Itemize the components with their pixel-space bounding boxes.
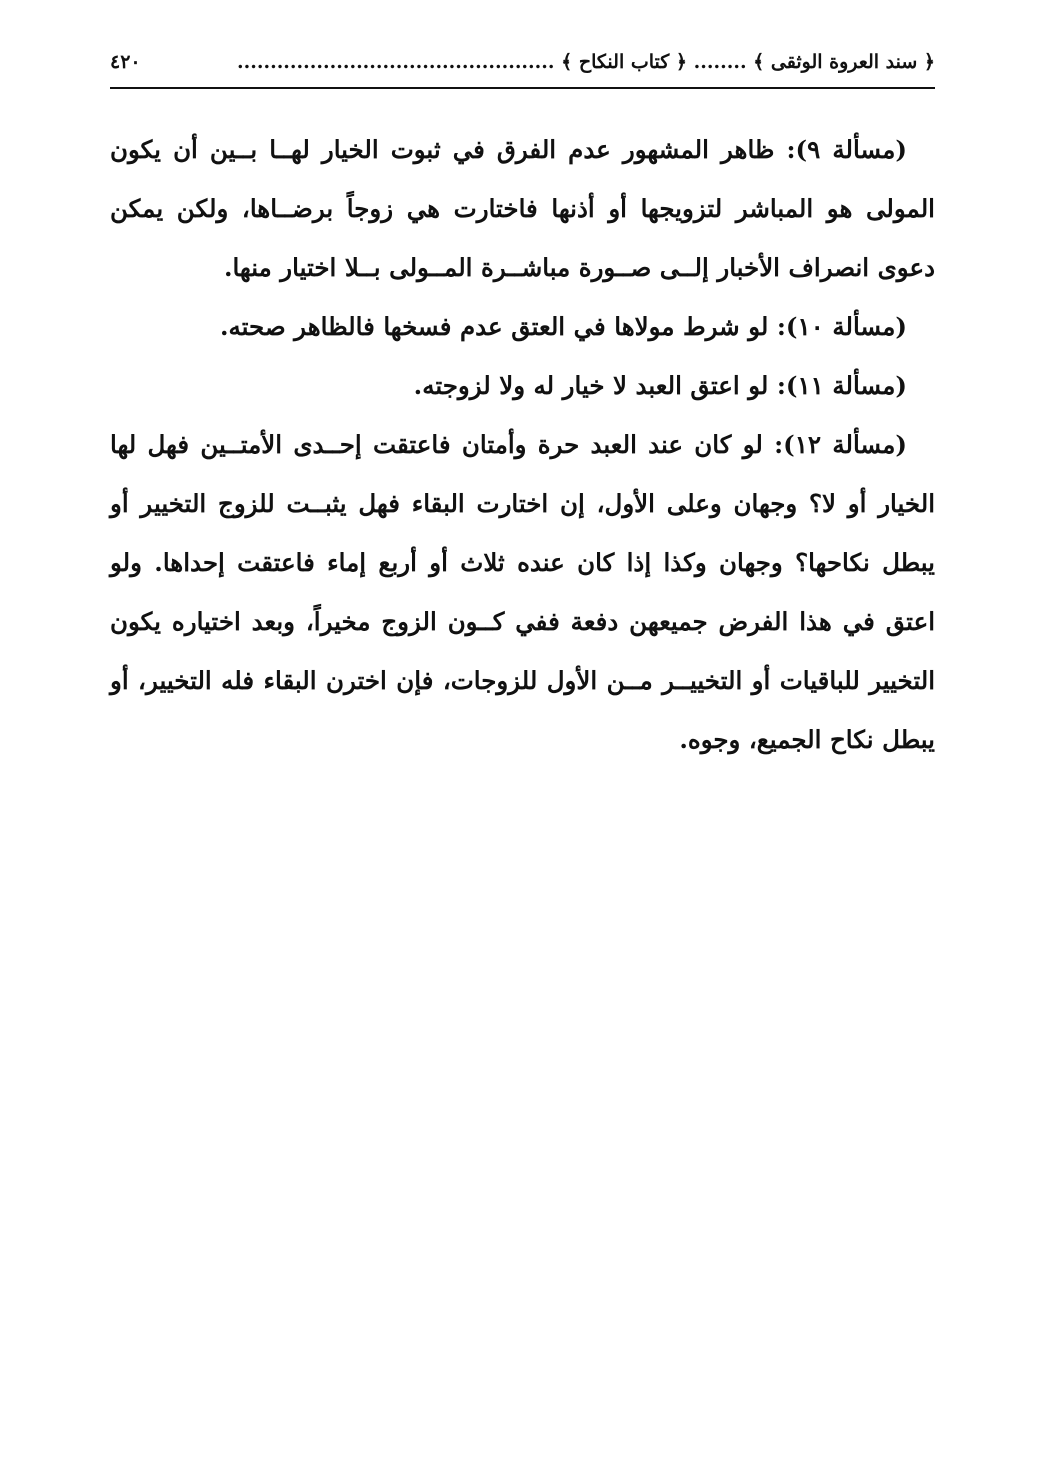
paragraph-masala-11: (مسألة ١١): لو اعتق العبد لا خيار له ولا لزوجته. (413, 371, 907, 400)
header-divider (110, 87, 935, 89)
paragraph-masala-10: (مسألة ١٠): لو شرط مولاها في العتق عدم فسخها فالظاهر صحته. (219, 312, 907, 341)
paragraph-masala-12: (مسألة ١٢): لو كان عند العبد حرة وأمتان فاعتقت إحــدى الأمتــين فهل لها الخيار أو لا؟ وجهان وعلى الأول، إن اختارت البقاء فهل يثبــت للزوج التخيير أو يبطل نكاحها؟ وجهان وكذا إذا كان عنده ثلاث أو أربع إماء فاعتقت إحداها. ولو اعتق في هذا الفرض جميعهن دفعة ففي كــون الزوج مخيراً، وبعد اختياره يكون التخيير للباقيات أو التخييــر مــن الأول للزوجات، فإن اخترن البقاء فله التخيير، أو يبطل نكاح الجميع، وجوه. (110, 430, 935, 754)
paragraph-masala-9: (مسألة ٩): ظاهر المشهور عدم الفرق في ثبوت الخيار لهــا بــين أن يكون المولى هو المباشر لتزويجها أو أذنها فاختارت هي زوجاً برضــاها، ولكن يمكن دعوى انصراف الأخبار إلــى صــورة مباشــرة المــولى بــلا اختيار منها. (110, 135, 935, 282)
document-page (110, 40, 935, 1430)
body-text (110, 120, 935, 769)
running-header (110, 40, 935, 84)
header-title-line: ﴿ سند العروة الوثقى ﴾ ........ ﴿ كتاب النكاح ﴾ ................................................ (237, 51, 935, 73)
page-number: ٤٢٠ (110, 51, 141, 73)
